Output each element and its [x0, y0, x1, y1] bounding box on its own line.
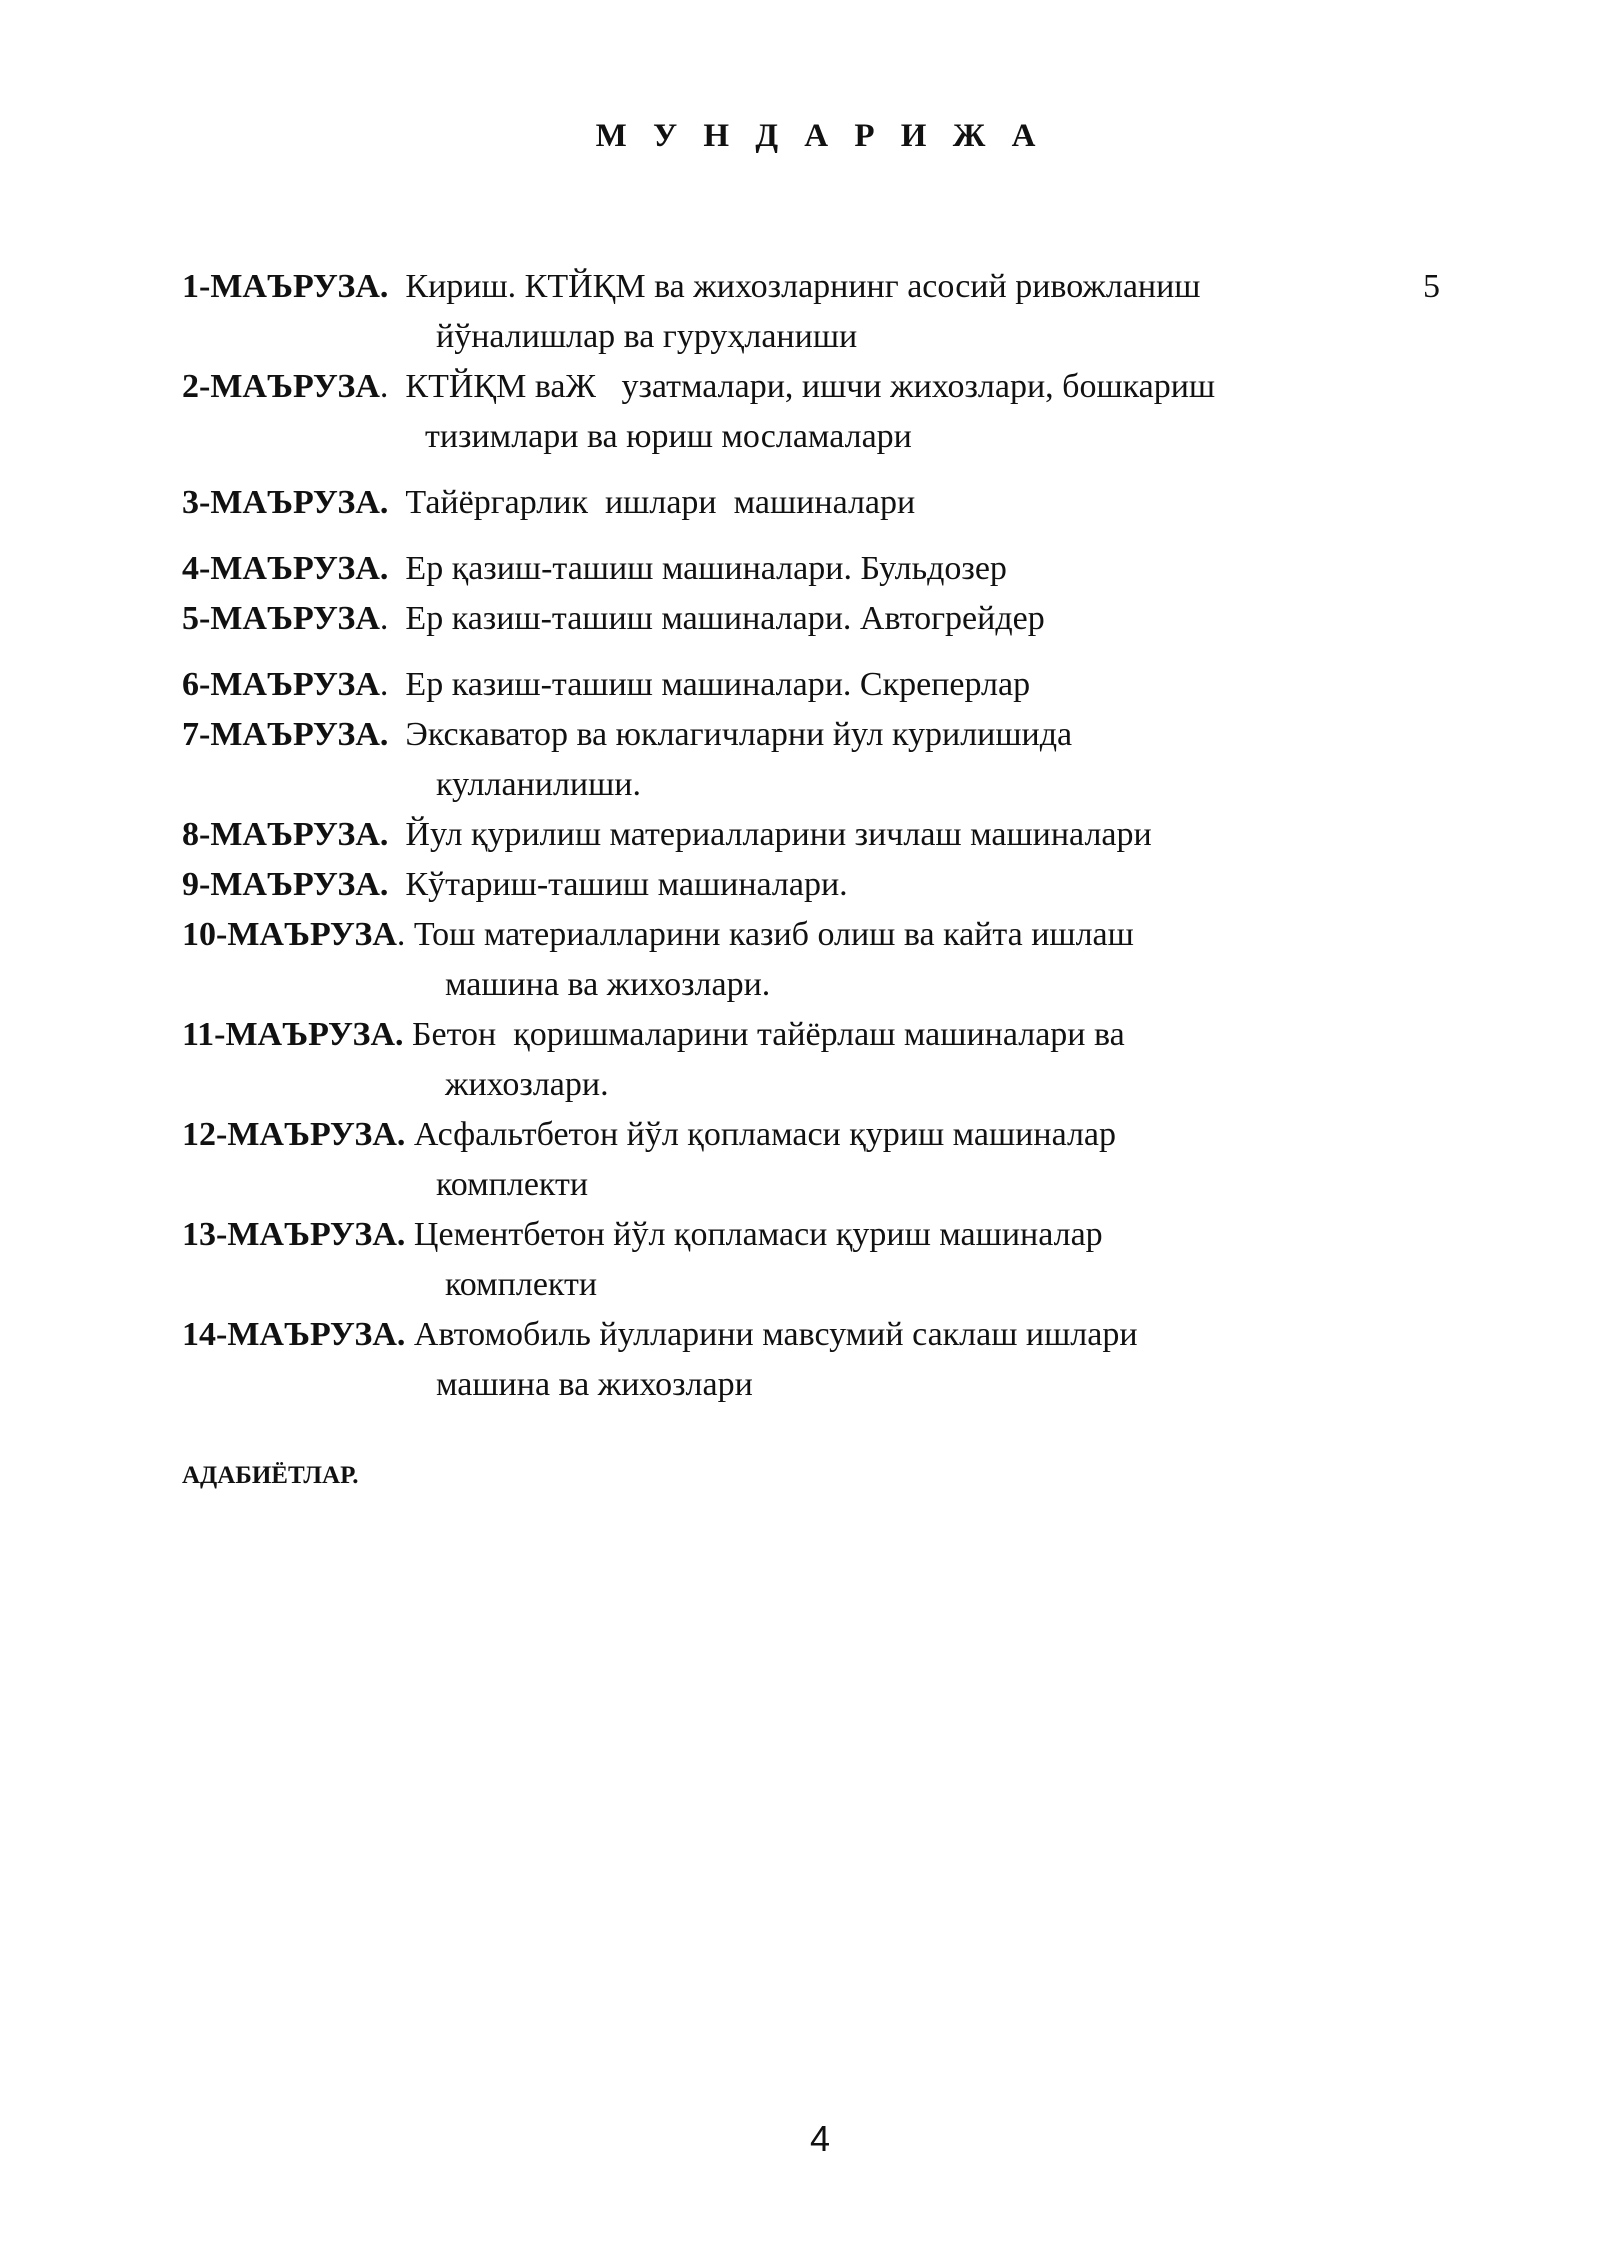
lecture-title: Ер казиш-ташиш машиналари. Скреперлар: [405, 666, 1031, 703]
separator: [388, 816, 405, 853]
separator: [404, 1016, 413, 1053]
lecture-title: Асфальтбетон йўл қопламаси қуриш машиналар: [413, 1116, 1117, 1153]
page-reference: 5: [1423, 268, 1440, 305]
entry-line: [182, 1010, 1482, 1060]
separator: [405, 1316, 414, 1353]
lecture-title: Экскаватор ва юклагичларни йул курилишида: [405, 716, 1073, 753]
lecture-label: 13-МАЪРУЗА.: [182, 1216, 406, 1253]
page-number: 4: [809, 2118, 831, 2159]
lecture-title-continued: машина ва жихозлари.: [445, 966, 771, 1003]
separator: [388, 866, 405, 903]
lecture-label: 1-МАЪРУЗА.: [182, 268, 389, 305]
lecture-title: Кириш. КТЙҚМ ва жихозларнинг асосий ривожланиш: [405, 268, 1201, 305]
lecture-title: Кўтариш-ташиш машиналари.: [405, 866, 848, 903]
lecture-label: 8-МАЪРУЗА.: [182, 816, 389, 853]
lecture-title-continued: комплекти: [436, 1166, 589, 1203]
table-of-contents: [182, 262, 1482, 1410]
toc-entry-12[interactable]: [182, 1110, 1482, 1210]
lecture-label: 14-МАЪРУЗА.: [182, 1316, 406, 1353]
lecture-label: 6-МАЪРУЗА: [182, 666, 380, 703]
toc-entry-10[interactable]: [182, 910, 1482, 1010]
toc-entry-2[interactable]: [182, 362, 1482, 462]
entry-line: [182, 660, 1482, 710]
entry-line: [182, 910, 1482, 960]
toc-entry-14[interactable]: [182, 1310, 1482, 1410]
entry-line: [182, 478, 1482, 528]
lecture-title: Тайёргарлик ишлари машиналари: [405, 484, 916, 521]
page-title: М У Н Д А Р И Ж А: [595, 118, 1045, 154]
lecture-title: Ер казиш-ташиш машиналари. Автогрейдер: [405, 600, 1045, 637]
entry-line: [182, 1110, 1482, 1160]
entry-line: [182, 594, 1482, 644]
lecture-title-continued: комплекти: [445, 1266, 598, 1303]
lecture-title-continued: йўналишлар ва гуруҳланиши: [436, 318, 858, 355]
separator: [388, 268, 405, 305]
entry-line: [182, 1310, 1482, 1360]
references-heading[interactable]: АДАБИЁТЛАР.: [182, 1462, 359, 1489]
lecture-label: 11-МАЪРУЗА.: [182, 1016, 404, 1053]
separator: .: [396, 916, 414, 953]
toc-entry-1[interactable]: [182, 262, 1482, 362]
entry-line: [182, 544, 1482, 594]
toc-entry-5[interactable]: [182, 594, 1482, 644]
lecture-label: 7-МАЪРУЗА.: [182, 716, 389, 753]
lecture-title: Йул қурилиш материалларини зичлаш машиналари: [405, 816, 1152, 853]
separator: [388, 550, 405, 587]
separator: [388, 484, 405, 521]
entry-line: [182, 362, 1482, 412]
toc-entry-6[interactable]: [182, 660, 1482, 710]
lecture-title: Цементбетон йўл қопламаси қуриш машиналар: [413, 1216, 1103, 1253]
separator: .: [379, 666, 406, 703]
entry-line: [182, 710, 1482, 760]
lecture-label: 4-МАЪРУЗА.: [182, 550, 389, 587]
lecture-title-continued: жихозлари.: [445, 1066, 609, 1103]
lecture-title: Бетон қоришмаларини тайёрлаш машиналари ва: [412, 1016, 1125, 1053]
lecture-label: 12-МАЪРУЗА.: [182, 1116, 406, 1153]
toc-entry-7[interactable]: [182, 710, 1482, 810]
entry-line: [182, 262, 1482, 312]
lecture-label: 2-МАЪРУЗА: [182, 368, 380, 405]
entry-line: [182, 1210, 1482, 1260]
separator: [405, 1216, 414, 1253]
lecture-label: 9-МАЪРУЗА.: [182, 866, 389, 903]
lecture-title-continued: тизимлари ва юриш мосламалари: [425, 418, 912, 455]
lecture-title-continued: машина ва жихозлари: [436, 1366, 753, 1403]
entry-line: [182, 810, 1482, 860]
separator: [388, 716, 405, 753]
toc-entry-4[interactable]: [182, 544, 1482, 594]
separator: .: [379, 368, 406, 405]
lecture-label: 5-МАЪРУЗА: [182, 600, 380, 637]
lecture-title-continued: кулланилиши.: [436, 766, 641, 803]
lecture-title: Ер қазиш-ташиш машиналари. Бульдозер: [405, 550, 1007, 587]
lecture-label: 10-МАЪРУЗА: [182, 916, 397, 953]
lecture-label: 3-МАЪРУЗА.: [182, 484, 389, 521]
separator: .: [379, 600, 406, 637]
toc-entry-3[interactable]: [182, 478, 1482, 528]
lecture-title: Автомобиль йулларини мавсумий саклаш ишлари: [413, 1316, 1138, 1353]
toc-entry-9[interactable]: [182, 860, 1482, 910]
entry-line: [182, 860, 1482, 910]
toc-entry-13[interactable]: [182, 1210, 1482, 1310]
separator: [405, 1116, 414, 1153]
lecture-title: КТЙҚМ ваЖ узатмалари, ишчи жихозлари, бошкариш: [405, 368, 1216, 405]
lecture-title: Тош материалларини казиб олиш ва кайта ишлаш: [413, 916, 1134, 953]
toc-entry-11[interactable]: [182, 1010, 1482, 1110]
toc-entry-8[interactable]: [182, 810, 1482, 860]
